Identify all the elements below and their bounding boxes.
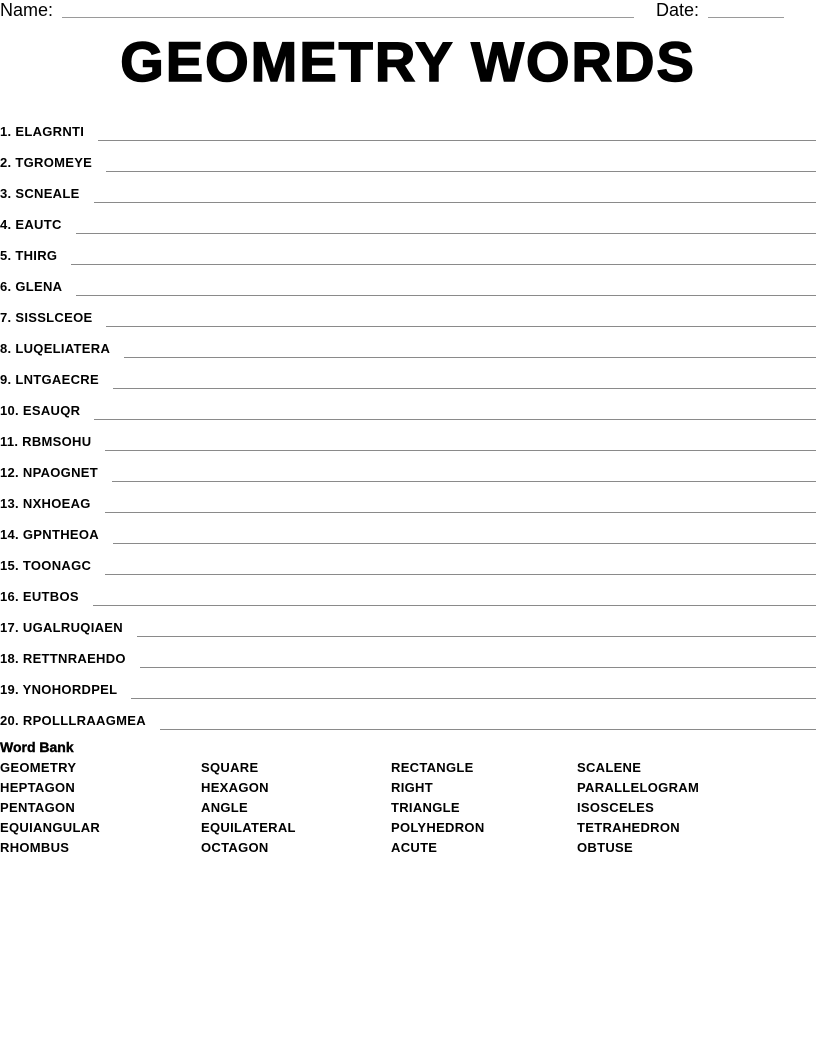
word-bank-item: OBTUSE	[577, 840, 633, 855]
word-bank-row	[0, 798, 816, 818]
word-bank-item: ANGLE	[201, 800, 248, 815]
word-bank-item: TETRAHEDRON	[577, 820, 680, 835]
question-label: 15. TOONAGC	[0, 558, 92, 573]
word-bank-row	[0, 758, 816, 778]
answer-line[interactable]	[113, 387, 816, 389]
word-bank-row	[0, 778, 816, 798]
question-label: 5. THIRG	[0, 248, 58, 263]
question-row	[0, 298, 816, 329]
answer-line[interactable]	[131, 697, 816, 699]
word-bank-item: GEOMETRY	[0, 760, 77, 775]
word-bank-item: OCTAGON	[201, 840, 269, 855]
question-label: 9. LNTGAECRE	[0, 372, 99, 387]
question-label: 6. GLENA	[0, 279, 63, 294]
word-bank-item: RECTANGLE	[391, 760, 474, 775]
question-label: 12. NPAOGNET	[0, 465, 98, 480]
question-row	[0, 639, 816, 670]
question-row	[0, 205, 816, 236]
word-bank-item: SQUARE	[201, 760, 259, 775]
answer-line[interactable]	[140, 666, 816, 668]
question-label: 4. EAUTC	[0, 217, 62, 232]
question-row	[0, 143, 816, 174]
answer-line[interactable]	[105, 449, 816, 451]
question-row	[0, 391, 816, 422]
question-label: 2. TGROMEYE	[0, 155, 93, 170]
word-bank-row	[0, 818, 816, 838]
question-row	[0, 484, 816, 515]
word-bank-item: RIGHT	[391, 780, 433, 795]
question-label: 11. RBMSOHU	[0, 434, 92, 449]
question-row	[0, 422, 816, 453]
name-field[interactable]	[62, 17, 634, 18]
answer-line[interactable]	[76, 232, 816, 234]
question-row	[0, 608, 816, 639]
question-label: 17. UGALRUQIAEN	[0, 620, 123, 635]
question-row	[0, 267, 816, 298]
header	[0, 0, 816, 24]
answer-line[interactable]	[94, 201, 816, 203]
word-bank-item: EQUIANGULAR	[0, 820, 101, 835]
answer-line[interactable]	[160, 728, 816, 730]
word-bank-item: HEXAGON	[201, 780, 269, 795]
question-row	[0, 329, 816, 360]
answer-line[interactable]	[106, 170, 816, 172]
word-bank-item: TRIANGLE	[391, 800, 460, 815]
word-bank-item: EQUILATERAL	[201, 820, 296, 835]
word-bank-item: ISOSCELES	[577, 800, 655, 815]
answer-line[interactable]	[76, 294, 816, 296]
question-label: 1. ELAGRNTI	[0, 124, 85, 139]
date-label: Date:	[656, 0, 700, 20]
date-field[interactable]	[708, 17, 784, 18]
answer-line[interactable]	[112, 480, 816, 482]
name-label: Name:	[0, 0, 54, 20]
answer-line[interactable]	[137, 635, 816, 637]
question-row	[0, 577, 816, 608]
word-bank-item: ACUTE	[391, 840, 438, 855]
question-row	[0, 112, 816, 143]
word-bank-item: SCALENE	[577, 760, 642, 775]
question-label: 19. YNOHORDPEL	[0, 682, 118, 697]
question-row	[0, 701, 816, 732]
question-row	[0, 453, 816, 484]
question-row	[0, 670, 816, 701]
word-bank-item: PENTAGON	[0, 800, 76, 815]
answer-line[interactable]	[94, 418, 816, 420]
question-label: 16. EUTBOS	[0, 589, 79, 604]
question-row	[0, 236, 816, 267]
answer-line[interactable]	[105, 511, 816, 513]
answer-line[interactable]	[106, 325, 816, 327]
answer-line[interactable]	[71, 263, 816, 265]
question-label: 20. RPOLLLRAAGMEA	[0, 713, 146, 728]
answer-line[interactable]	[93, 604, 816, 606]
question-label: 10. ESAUQR	[0, 403, 81, 418]
answer-line[interactable]	[98, 139, 816, 141]
question-row	[0, 360, 816, 391]
answer-line[interactable]	[124, 356, 816, 358]
answer-line[interactable]	[105, 573, 816, 575]
word-bank-item: POLYHEDRON	[391, 820, 485, 835]
word-bank-item: HEPTAGON	[0, 780, 76, 795]
question-label: 3. SCNEALE	[0, 186, 80, 201]
word-bank-item: RHOMBUS	[0, 840, 70, 855]
question-label: 13. NXHOEAG	[0, 496, 91, 511]
answer-line[interactable]	[113, 542, 816, 544]
word-bank-row	[0, 838, 816, 858]
word-bank-title: Word Bank	[0, 739, 74, 755]
question-row	[0, 174, 816, 205]
question-label: 18. RETTNRAEHDO	[0, 651, 126, 666]
question-list	[0, 112, 816, 732]
question-label: 7. SISSLCEOE	[0, 310, 93, 325]
page-title: GEOMETRY WORDS	[120, 30, 696, 93]
question-row	[0, 546, 816, 577]
question-label: 14. GPNTHEOA	[0, 527, 99, 542]
word-bank-item: PARALLELOGRAM	[577, 780, 700, 795]
question-row	[0, 515, 816, 546]
question-label: 8. LUQELIATERA	[0, 341, 111, 356]
word-bank	[0, 738, 816, 858]
